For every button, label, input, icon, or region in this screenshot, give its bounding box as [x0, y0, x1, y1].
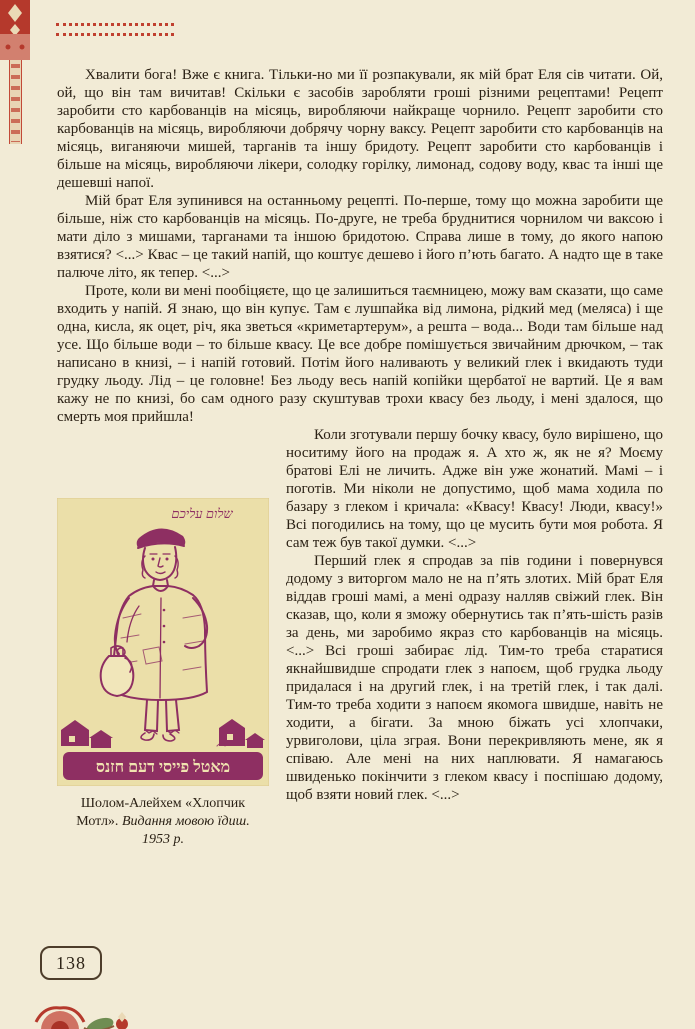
illustration-boy-with-jug-icon — [57, 498, 269, 786]
corner-ornament-bottom-left-icon — [26, 994, 136, 1029]
dotted-rule-icon — [56, 23, 174, 26]
caption-edition: Видання мовою їдиш. 1953 р. — [121, 814, 250, 847]
paragraph-3: Проте, коли ви мені пообіцяєте, що це залишиться таємницею, можу вам сказати, що саме входить у напій. Я знаю, що він купує. Там є лушпайка від лимона, рідкий мед (меляса) і ще одна, кисла, як оцет, річ, яка зветься «криметартерум», а решта – вода... Води там більше над усе. Що більше води – то більше квасу. Це все добре помішується звичайним дрючком, – так написано в книзі, – і напій готовий. Потім його наливають у великий глек і вкидають туди грудку льоду. Лід – це головне! Без льоду весь напій копійки щербатої не вартий. Це я вам кажу не по книзі, бо сам одного разу скуштував трохи квасу без льоду, і мені здалося, що смерть моя прийшла! — [57, 283, 663, 425]
dotted-rule-icon — [56, 33, 174, 36]
illustration-hebrew-title-text: מאטל פייסי דעם חזנס — [95, 759, 231, 776]
book-illustration-figure — [57, 498, 269, 849]
paragraph-1: Хвалити бога! Вже є книга. Тільки-но ми її розпакували, як мій брат Еля сів читати. Ой, ой, що він там вичитав! Скільки є засобів заробляти гроші різними рецептами! Рецепт заробити сто карбованців на місяць, виробляючи найкраще чорнило. Рецепт заробити сто карбованців на місяць, виробляючи добрячу чорну ваксу. Рецепт заробити сто карбованців на місяць, виганяючи мишей, тарганів та іншу бридоту. Рецепт заробити сто карбованців і більше на місяць, виробляючи лікери, солодку горілку, лимонад, содову воду, квас та інші ще дешевші напої. — [57, 67, 663, 191]
caption-author-title: Шолом-Алейхем «Хлопчик Мотл». — [76, 796, 246, 829]
paragraph-4: Коли зготували першу бочку квасу, було вирішено, що носитиму його на продаж я. А хто ж, як не я? Моєму братові Елі не личить. Адже він уже жонатий. Мамі – і поготів. Ми ніколи не допустимо, щоб мама ходила по базару з глеком і кричала: «Квасу! Квасу! Люди, квасу!» Всі погодились на тому, що це мусить бути моя робота. Я сам теж був такої думки. <...> — [286, 427, 663, 551]
paragraph-5: Перший глек я спродав за пів години і повернувся додому з виторгом мало не на п’ять злотих. Мій брат Еля віддав гроші мамі, а мені одразу налляв свіжий глек. Він сказав, що, коли я зможу обернутись так п’ять-шість разів за день, ми заробимо якраз сто карбованців на місяць. <...> Всі гроші забирає лід. Тим-то треба старатися якнайшвидше спродати глек з напоєм, щоб грудка льоду придалася і на другий глек, і на третій глек, і так далі. Тим-то треба ходити з напоєм якомога швидше, навіть не ходити, а бігати. За мною біжать усі хлопчаки, урвиголови, ціла зграя. Вони перекривляють мене, як я співаю. Але мені на них наплювати. Я намагаюсь швиденько покінчити з глеком квасу і поспішаю додому, щоб взяти новий глек. <...> — [286, 553, 663, 803]
page-text-column — [57, 66, 663, 853]
illustration-hebrew-top-text: שלום עליכם — [171, 506, 233, 521]
page-number-badge: 138 — [40, 946, 102, 980]
figure-caption — [57, 795, 269, 849]
dotted-rules-ornament — [56, 23, 174, 36]
paragraph-2: Мій брат Еля зупинився на останньому рецепті. По-перше, тому що можна заробити ще більше, ніж сто карбованців на місяць. По-друге, не треба бруднитися чорнилом чи ваксою і мати діло з мишами, тарганами та іншою бридотою. Справа лише в тому, до якого напою взятися? <...> Квас – це такий напій, що коштує дешево і його п’ють багато. А надто ще в таке палюче літо, як тепер. <...> — [57, 193, 663, 281]
corner-ornament-top-left-icon — [0, 0, 42, 150]
